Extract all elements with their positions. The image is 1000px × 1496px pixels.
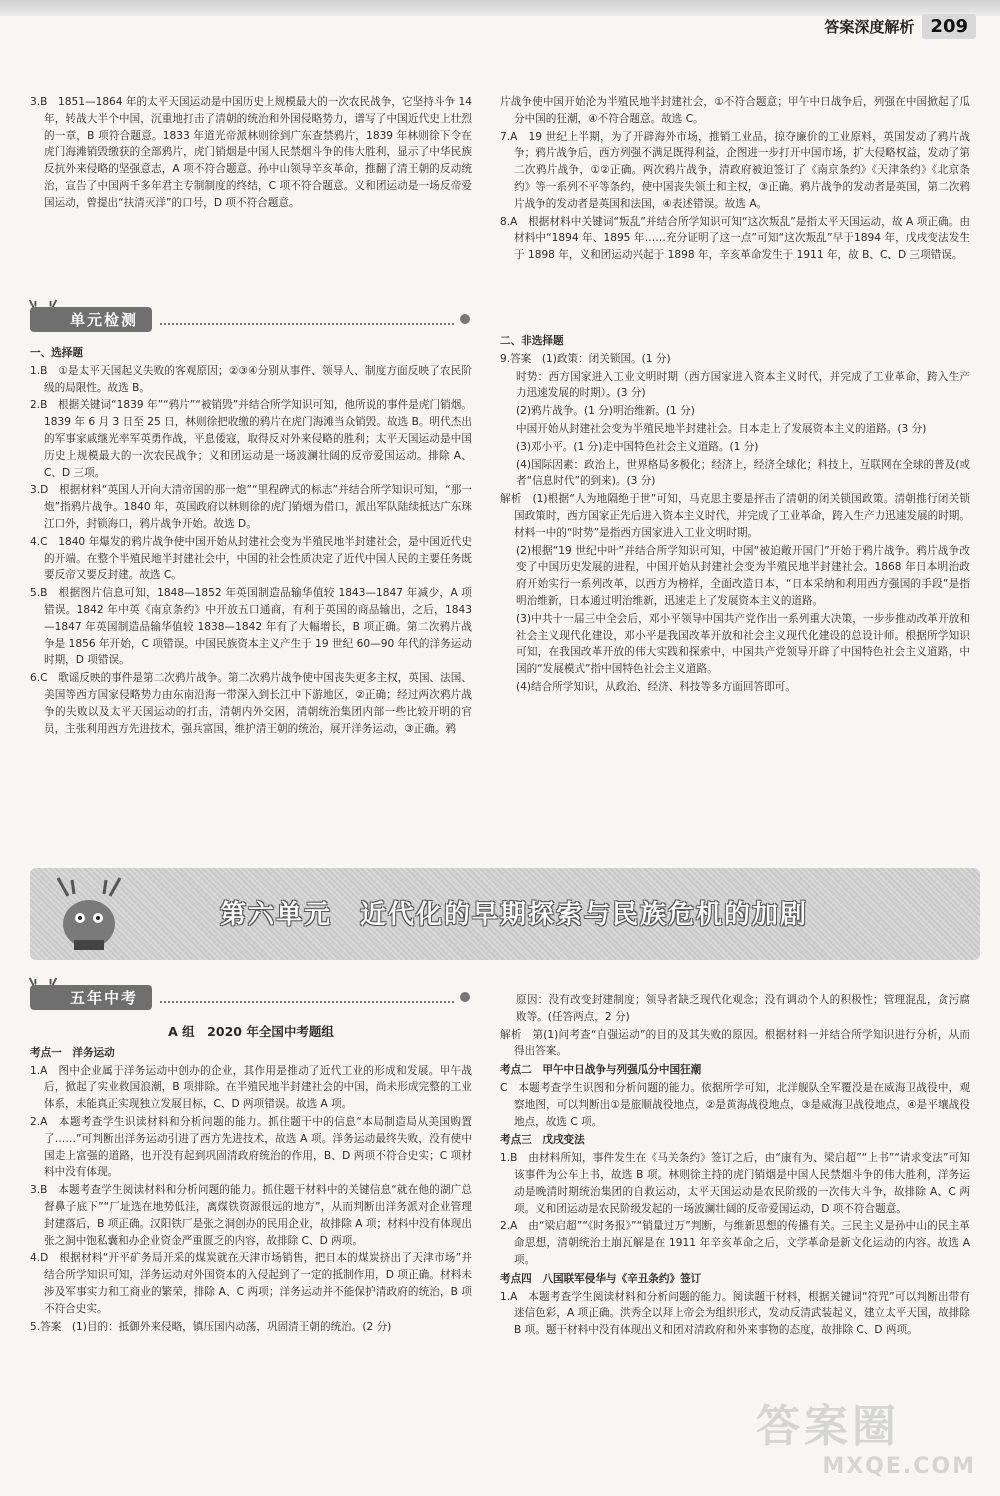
answer-paragraph: 1.B 由材料所知，事件发生在《马关条约》签订之后，由“康有为、梁启超”“上书”“请求变法”可知该事件为公车上书，故选 B 项。林则徐主持的虎门销烟是中国人民禁烟斗争的伟大胜利，洋务运动是晚清时期统治集团的自救运动，太平天国运动是农民阶级的一次伟大斗争，故排除 A、C 两项。义和团运动是农民阶级发起的一场波澜壮阔的反帝爱国运动，D 项不符合题意。 bbox=[500, 1152, 970, 1215]
answer-paragraph: 1.A 本题考查学生阅读材料和分析问题的能力。阅读题干材料，根据关键词“符咒”可以判断出带有迷信色彩，A 项正确。洪秀全以拜上帝会为组织形式，发动反清武装起义，建立太平天国，故排除 B 项。题干材料中没有体现出义和团对清政府和外来事物的态度，故排除 C、D 两项。 bbox=[500, 1290, 970, 1337]
watermark-text: 答案圈 bbox=[756, 1401, 900, 1452]
answer-paragraph: 时势：西方国家进入工业文明时期（西方国家进入资本主义时代，并完成了工业革命，跨入生产力迅速发展的时期）。(3 分) bbox=[516, 370, 970, 400]
topic-heading: 考点三 戊戌变法 bbox=[500, 1134, 585, 1147]
answer-paragraph: 解析 第(1)问考查“自强运动”的目的及其失败的原因。根据材料一并结合所学知识进行分析，从而得出答案。 bbox=[500, 1028, 970, 1058]
answer-paragraph: (2)鸦片战争。(1 分)明治维新。(1 分) bbox=[516, 405, 695, 418]
answer-paragraph: 片战争使中国开始沦为半殖民地半封建社会，①不符合题意；甲午中日战争后，列强在中国掀起了瓜分中国的狂潮，④不符合题意。故选 C。 bbox=[500, 96, 970, 125]
answer-paragraph: 5.B 根据图片信息可知，1848—1852 年英国制造品输华值较 1843—1847 年减少，A 项错误。1842 年中英《南京条约》中开放五口通商，有利于英国的商品输出，之后，1843—1847 年英国制造品输华值较 1838—1842 年有了大幅增长，B 项正确。第二次鸦片战争是 1856 年开始，C 项错误。中国民族资本主义产生于 19 世纪 60—90 年代的洋务运动时期，D 项错误。 bbox=[30, 587, 472, 667]
answer-paragraph: 8.A 根据材料中关键词“叛乱”并结合所学知识可知“这次叛乱”是指太平天国运动，故 A 项正确。由材料中“1894 年、1895 年……充分证明了这一点”可知“这次叛乱”早于1894 年，戊戌变法发生于 1898 年，义和团运动兴起于 1898 年，辛亥革命发生于 1911 年，故 B、C、D 三项错误。 bbox=[500, 215, 970, 262]
answer-paragraph: 6.C 歌谣反映的事件是第二次鸦片战争。第二次鸦片战争使中国丧失更多主权，英国、法国、美国等西方国家侵略势力由东南沿海一带深入到长江中下游地区，②正确；经过两次鸦片战争的失败以及太平天国运动的打击，清朝内外交困，清朝统治集团内部一些比较开明的官员，主张利用西方先进技术，强兵富国，维护清王朝的统治，展开洋务运动，③正确。鸦 bbox=[30, 672, 472, 735]
unit-test-label: 单元检测 bbox=[30, 307, 152, 332]
answer-paragraph: (4)国际因素：政治上，世界格局多极化；经济上，经济全球化；科技上，互联网在全球的普及(或者“信息时代”的到来)。(3 分) bbox=[516, 458, 970, 488]
left-bottom-answers bbox=[30, 1018, 472, 1336]
five-year-banner bbox=[30, 984, 470, 1010]
answer-paragraph: 2.A 由“梁启超”“《时务报》”“销量过万”判断，与维新思想的传播有关。三民主义是孙中山的民主革命思想，清朝统治土崩瓦解是在 1911 年辛亥革命之后，文学革命是新文化运动的内容。故选 A 项。 bbox=[500, 1220, 970, 1266]
section-non-choice: 二、非选择题 bbox=[500, 335, 564, 347]
topic-heading: 考点一 洋务运动 bbox=[30, 1046, 115, 1059]
answer-paragraph: (3)中共十一届三中全会后，邓小平领导中国共产党作出一系列重大决策，一步步推动改革开放和社会主义现代化建设，邓小平是我国改革开放和社会主义现代化建设的总设计师。根据所学知识可知，在我国改革开放的伟大实践和探索中，中国共产党领导开辟了中国特色社会主义道路，中国的“发展模式”指中国特色社会主义道路。 bbox=[516, 612, 970, 676]
answer-paragraph: 9.答案 (1)政策：闭关锁国。(1 分) bbox=[500, 352, 671, 365]
answer-paragraph: 5.答案 (1)目的：抵御外来侵略，镇压国内动荡，巩固清王朝的统治。(2 分) bbox=[30, 1320, 392, 1333]
unit-title: 第六单元 近代化的早期探索与民族危机的加剧 bbox=[220, 900, 809, 930]
answer-paragraph: 2.B 根据关键词“1839 年”“鸦片”“被销毁”并结合所学知识可知，他所说的事件是虎门销烟。1839 年 6 月 3 日至 25 日，林则徐把收缴的鸦片在虎门海滩当众销毁。故选 B。明代杰出的军事家戚继光率军英勇作战，平息倭寇，取得反对外来侵略的胜利；太平天国运动是中国历史上规模最大的一次农民战争；义和团运动是一场波澜壮阔的反帝爱国运动。排除 A、C、D 三项。 bbox=[30, 399, 472, 479]
answer-paragraph: C 本题考查学生识图和分析问题的能力。依据所学可知，北洋舰队全军覆没是在威海卫战役中，观察地图，可以判断出①是旅顺战役地点，②是黄海战役地点，③是威海卫战役地点，④是平壤战役地点，故选 C 项。 bbox=[500, 1081, 970, 1128]
left-mid-answers bbox=[30, 342, 472, 738]
left-top-answers bbox=[30, 94, 472, 213]
page-header bbox=[824, 14, 976, 39]
answer-paragraph: 1.B ①是太平天国起义失败的客观原因；②③④分别从事件、领导人、制度方面反映了农民阶级的局限性。故选 B。 bbox=[30, 364, 472, 394]
header-title: 答案深度解析 bbox=[824, 18, 915, 36]
right-mid-answers bbox=[500, 330, 970, 697]
answer-paragraph: (3)邓小平。(1 分)走中国特色社会主义道路。(1 分) bbox=[516, 440, 759, 453]
topic-heading: 考点四 八国联军侵华与《辛丑条约》签订 bbox=[500, 1272, 702, 1285]
section-choice: 一、选择题 bbox=[30, 347, 83, 359]
answer-paragraph: 1.A 图中企业属于洋务运动中创办的企业，其作用是推动了近代工业的形成和发展。甲午战后，掀起了实业救国浪潮，B 项排除。在半殖民地半封建社会的中国，尚未形成完整的工业体系，未能真正实现独立发展目标，C、D 两项错误。故选 A 项。 bbox=[30, 1064, 472, 1111]
right-bottom-answers bbox=[500, 992, 970, 1340]
right-top-answers bbox=[500, 94, 970, 265]
reindeer-mascot-icon bbox=[44, 874, 134, 954]
answer-paragraph: 原因：没有改变封建制度；领导者缺乏现代化观念；没有调动个人的积极性；管理混乱，贪污腐败等。(任答两点，2 分) bbox=[516, 994, 970, 1023]
answer-paragraph: 2.A 本题考查学生识读材料和分析问题的能力。抓住题干中的信息“本局制造局从美国购置了……”可判断出洋务运动引进了西方先进技术，故选 A 项。洋务运动最终失败，没有使中国走上富强的道路，也开没有起到巩固清政府统治的作用，B、D 两项不符合史实；C 项材料中没有体现。 bbox=[30, 1115, 472, 1179]
topic-heading: 考点二 甲午中日战争与列强瓜分中国狂潮 bbox=[500, 1064, 702, 1077]
five-year-label: 五年中考 bbox=[30, 985, 152, 1010]
group-a-title: A 组 2020 年全国中考题组 bbox=[168, 1024, 334, 1039]
answer-paragraph: 4.D 根据材料“开平矿务局开采的煤炭就在天津市场销售，把日本的煤炭挤出了天津市场”并结合所学知识可知，洋务运动对外国资本的入侵起到了一定的抵制作用，D 项正确。材料未涉及军事实力和工商业的繁荣，排除 A、C 两项；洋务运动并不能保护清政府的统治，B 项不符合史实。 bbox=[30, 1252, 472, 1315]
answer-paragraph: 3.B 1851—1864 年的太平天国运动是中国历史上规模最大的一次农民战争，它坚持斗争 14 年，转战大半个中国，沉重地打击了清朝的统治和外国侵略势力，谱写了中国近代史上壮烈的一章，B 项符合题意。1833 年道光帝派林则徐到广东查禁鸦片，1839 年林则徐下令在虎门海滩销毁缴获的全部鸦片，虎门销烟是中国人民禁烟斗争的伟大胜利，显示了中华民族反抗外来侵略的坚强意志，A 项不符合题意。孙中山领导辛亥革命，推翻了清王朝的反动统治，宣告了中国两千多年君主专制制度的终结，C 项不符合题意。义和团运动是一场反帝爱国运动，曾提出“扶清灭洋”的口号，D 项不符合题意。 bbox=[30, 96, 472, 209]
answer-paragraph: 3.B 本题考查学生阅读材料和分析问题的能力。抓住题干材料中的关键信息“就在他的湖广总督鼻子底下”“厂址选在地势低洼，离煤铁资源很远的地方”，从而判断出洋务派对企业管理封建落后，B 项正确。汉阳铁厂是张之洞创办的民用企业，故排除 A 项；材料中没有体现出张之洞中饱私囊和办企业资金严重匮乏的内容，故排除 C、D 两项。 bbox=[30, 1184, 472, 1247]
answer-paragraph: 解析 (1)根据“人为地隔绝于世”可知，马克思主要是抨击了清朝的闭关锁国政策。清朝推行闭关锁国政策时，西方国家正先后进入资本主义时代，并完成了工业革命，跨入生产力迅速发展的时期。材料一中的“时势”是指西方国家进入工业文明时期。 bbox=[500, 493, 970, 539]
answer-paragraph: (2)根据“19 世纪中叶”并结合所学知识可知，中国“被迫敞开国门”开始于鸦片战争。鸦片战争改变了中国历史发展的进程，中国开始从封建社会变为半殖民地半封建社会。1868 年日本明治政府开始实行一系列改革，以西方为榜样，全面改造日本，“日本采纳和利用西方强国的手段”是指明治维新，日本通过明治维新，迅速走上了发展资本主义的道路。 bbox=[516, 544, 970, 607]
answer-paragraph: (4)结合所学知识，从政治、经济、科技等多方面回答即可。 bbox=[516, 680, 796, 693]
unit-test-banner bbox=[30, 306, 470, 332]
answer-paragraph: 4.C 1840 年爆发的鸦片战争使中国开始从封建社会变为半殖民地半封建社会，是中国近代史的开端。在整个半殖民地半封建社会中，中国的社会性质决定了近代中国人民的主要任务既要反帝又要反封建。故选 C。 bbox=[30, 535, 472, 582]
watermark-url: MXQE.COM bbox=[822, 1454, 976, 1479]
answer-paragraph: 中国开始从封建社会变为半殖民地半封建社会。日本走上了发展资本主义的道路。(3 分) bbox=[516, 422, 927, 435]
site-watermark bbox=[756, 1390, 976, 1479]
unit-title-bar bbox=[30, 868, 980, 960]
answer-paragraph: 7.A 19 世纪上半期，为了开辟海外市场，推销工业品，掠夺廉价的工业原料，英国发动了鸦片战争；鸦片战争后，西方列强不满足既得利益，企图进一步打开中国市场，扩大侵略权益，发动了第二次鸦片战争，①②正确。两次鸦片战争，清政府被迫签订了《南京条约》《天津条约》《北京条约》等一系列不平等条约，使中国丧失领土和主权，③正确。鸦片战争的发动者是英国，第二次鸦片战争的发动者是英国和法国，④表述错误。故选 A。 bbox=[500, 130, 970, 210]
answer-paragraph: 3.D 根据材料“英国人开向大清帝国的那一炮”“里程碑式的标志”并结合所学知识可知，“那一炮”指鸦片战争。1840 年，英国政府以林则徐的虎门销烟为借口，派出军队陆续抵达广东珠江口外，封锁海口，鸦片战争开始。故选 D。 bbox=[30, 484, 472, 530]
page-number: 209 bbox=[922, 14, 976, 39]
